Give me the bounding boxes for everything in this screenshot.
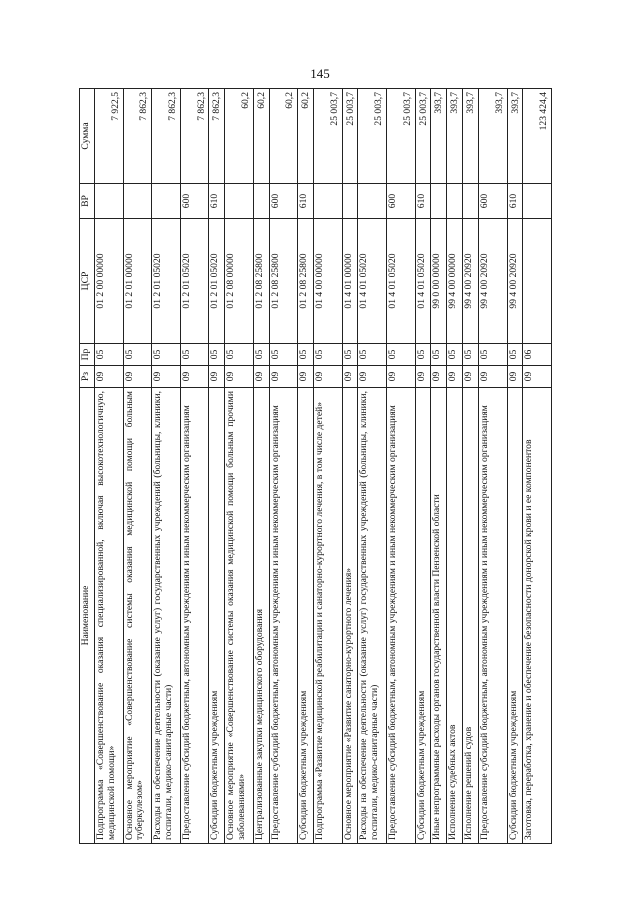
table-row	[269, 89, 298, 844]
cell-csr: 01 4 01 05020	[358, 219, 387, 344]
table-row	[209, 89, 225, 844]
cell-vr	[447, 184, 463, 219]
cell-vr	[523, 184, 552, 219]
cell-vr: 610	[415, 184, 431, 219]
cell-name: Субсидии бюджетным учреждениям	[298, 388, 314, 844]
header-pr: Пр	[80, 344, 95, 366]
cell-csr: 01 4 01 05020	[415, 219, 431, 344]
cell-sum: 60,2	[225, 89, 254, 184]
cell-rz: 09	[415, 366, 431, 388]
cell-rz: 09	[313, 366, 342, 388]
table-row	[447, 89, 463, 844]
cell-vr	[95, 184, 124, 219]
cell-pr: 05	[152, 344, 181, 366]
cell-pr: 05	[447, 344, 463, 366]
cell-pr: 05	[180, 344, 209, 366]
cell-sum: 7 862,3	[152, 89, 181, 184]
cell-sum: 25 003,7	[313, 89, 342, 184]
cell-name: Субсидии бюджетным учреждениям	[507, 388, 523, 844]
cell-sum: 123 424,4	[523, 89, 552, 184]
cell-rz: 09	[523, 366, 552, 388]
cell-csr: 01 2 01 00000	[123, 219, 152, 344]
cell-name: Предоставление субсидий бюджетным, автономным учреждениям и иным некоммерческим организациям	[269, 388, 298, 844]
cell-name: Предоставление субсидий бюджетным, автономным учреждениям и иным некоммерческим организациям	[386, 388, 415, 844]
cell-rz: 09	[225, 366, 254, 388]
cell-name: Централизованные закупки медицинского оборудования	[253, 388, 269, 844]
cell-sum: 393,7	[431, 89, 447, 184]
cell-pr: 05	[209, 344, 225, 366]
cell-rz: 09	[358, 366, 387, 388]
cell-rz: 09	[180, 366, 209, 388]
budget-table	[79, 88, 552, 844]
header-csr: ЦСР	[80, 219, 95, 344]
cell-sum: 7 862,3	[180, 89, 209, 184]
cell-vr: 600	[180, 184, 209, 219]
table-row	[123, 89, 152, 844]
header-vr: ВР	[80, 184, 95, 219]
cell-name: Основное мероприятие «Совершенствование системы оказания медицинской помощи больным прочими заболеваниями»	[225, 388, 254, 844]
header-sum: Сумма	[80, 89, 95, 184]
cell-pr: 05	[415, 344, 431, 366]
cell-vr	[463, 184, 479, 219]
cell-name: Субсидии бюджетным учреждениям	[209, 388, 225, 844]
cell-pr: 05	[253, 344, 269, 366]
cell-vr	[225, 184, 254, 219]
header-name: Наименование	[80, 388, 95, 844]
table-row	[313, 89, 342, 844]
cell-rz: 09	[386, 366, 415, 388]
cell-pr: 05	[478, 344, 507, 366]
cell-csr: 99 4 00 20920	[478, 219, 507, 344]
table-row	[298, 89, 314, 844]
cell-rz: 09	[507, 366, 523, 388]
cell-csr: 01 2 08 25800	[269, 219, 298, 344]
cell-name: Подпрограмма «Развитие медицинской реабилитации и санаторно-курортного лечения, в том числе детей»	[313, 388, 342, 844]
cell-sum: 60,2	[269, 89, 298, 184]
cell-sum: 25 003,7	[358, 89, 387, 184]
cell-csr: 01 2 08 25800	[253, 219, 269, 344]
cell-sum: 7 922,5	[95, 89, 124, 184]
table-row	[431, 89, 447, 844]
cell-sum: 60,2	[253, 89, 269, 184]
cell-vr	[358, 184, 387, 219]
cell-name: Предоставление субсидий бюджетным, автономным учреждениям и иным некоммерческим организациям	[180, 388, 209, 844]
table-row	[523, 89, 552, 844]
cell-csr: 01 4 01 05020	[386, 219, 415, 344]
cell-rz: 09	[269, 366, 298, 388]
cell-sum: 393,7	[478, 89, 507, 184]
table-row	[478, 89, 507, 844]
cell-name: Заготовка, переработка, хранение и обеспечение безопасности донорской крови и ее компонентов	[523, 388, 552, 844]
cell-vr	[342, 184, 358, 219]
cell-name: Субсидии бюджетным учреждениям	[415, 388, 431, 844]
cell-csr: 01 2 01 05020	[152, 219, 181, 344]
cell-rz: 09	[298, 366, 314, 388]
table-row	[507, 89, 523, 844]
cell-sum: 7 862,3	[209, 89, 225, 184]
cell-pr: 05	[431, 344, 447, 366]
cell-sum: 25 003,7	[386, 89, 415, 184]
cell-pr: 05	[313, 344, 342, 366]
cell-csr: 99 4 00 20920	[507, 219, 523, 344]
cell-vr	[123, 184, 152, 219]
cell-sum: 25 003,7	[415, 89, 431, 184]
table-row	[415, 89, 431, 844]
table-row	[342, 89, 358, 844]
cell-rz: 09	[447, 366, 463, 388]
rotated-table-container	[79, 89, 552, 844]
cell-vr	[313, 184, 342, 219]
cell-rz: 09	[209, 366, 225, 388]
cell-rz: 09	[431, 366, 447, 388]
cell-pr: 05	[225, 344, 254, 366]
cell-vr	[253, 184, 269, 219]
cell-sum: 7 862,3	[123, 89, 152, 184]
cell-csr: 99 4 00 00000	[447, 219, 463, 344]
cell-pr: 05	[123, 344, 152, 366]
cell-sum: 25 003,7	[342, 89, 358, 184]
cell-csr: 99 4 00 20920	[463, 219, 479, 344]
cell-csr: 01 2 01 05020	[209, 219, 225, 344]
table-row	[253, 89, 269, 844]
cell-pr: 05	[269, 344, 298, 366]
cell-name: Основное мероприятие «Совершенствование системы оказания медицинской помощи больным туберкулезом»	[123, 388, 152, 844]
table-row	[95, 89, 124, 844]
cell-pr: 05	[386, 344, 415, 366]
cell-pr: 05	[463, 344, 479, 366]
cell-name: Иные непрограммные расходы органов государственной власти Пензенской области	[431, 388, 447, 844]
cell-pr: 05	[298, 344, 314, 366]
cell-vr: 600	[386, 184, 415, 219]
cell-vr	[431, 184, 447, 219]
cell-pr: 05	[342, 344, 358, 366]
cell-csr: 01 2 08 00000	[225, 219, 254, 344]
cell-rz: 09	[123, 366, 152, 388]
cell-vr: 600	[478, 184, 507, 219]
table-row	[225, 89, 254, 844]
cell-csr: 01 4 00 00000	[313, 219, 342, 344]
cell-sum: 393,7	[463, 89, 479, 184]
cell-vr: 610	[209, 184, 225, 219]
table-row	[180, 89, 209, 844]
page-number: 145	[310, 66, 330, 81]
cell-pr: 05	[358, 344, 387, 366]
cell-pr: 05	[95, 344, 124, 366]
cell-name: Подпрограмма «Совершенствование оказания специализированной, включая высокотехнологичную, медицинской помощи»	[95, 388, 124, 844]
cell-csr: 01 2 01 05020	[180, 219, 209, 344]
cell-sum: 393,7	[507, 89, 523, 184]
cell-rz: 09	[253, 366, 269, 388]
cell-csr	[523, 219, 552, 344]
cell-sum: 60,2	[298, 89, 314, 184]
cell-name: Исполнение судебных актов	[447, 388, 463, 844]
cell-name: Исполнение решений судов	[463, 388, 479, 844]
cell-name: Предоставление субсидий бюджетным, автономным учреждениям и иным некоммерческим организациям	[478, 388, 507, 844]
cell-rz: 09	[152, 366, 181, 388]
cell-csr: 01 4 01 00000	[342, 219, 358, 344]
table-header-row	[80, 89, 95, 844]
cell-csr: 01 2 08 25800	[298, 219, 314, 344]
table-row	[358, 89, 387, 844]
cell-rz: 09	[478, 366, 507, 388]
cell-pr: 06	[523, 344, 552, 366]
cell-vr: 610	[298, 184, 314, 219]
table-row	[463, 89, 479, 844]
table-row	[152, 89, 181, 844]
header-rz: Рз	[80, 366, 95, 388]
table-row	[386, 89, 415, 844]
cell-pr: 05	[507, 344, 523, 366]
cell-rz: 09	[342, 366, 358, 388]
cell-rz: 09	[95, 366, 124, 388]
cell-rz: 09	[463, 366, 479, 388]
cell-vr	[152, 184, 181, 219]
cell-name: Расходы на обеспечение деятельности (оказание услуг) государственных учреждений (больницы, клиники, госпитали, медико-санитарные части)	[152, 388, 181, 844]
cell-csr: 01 2 00 00000	[95, 219, 124, 344]
cell-name: Основное мероприятие «Развитие санаторно-курортного лечения»	[342, 388, 358, 844]
cell-sum: 393,7	[447, 89, 463, 184]
cell-vr: 610	[507, 184, 523, 219]
cell-name: Расходы на обеспечение деятельности (оказание услуг) государственных учреждений (больницы, клиники, госпитали, медико-санитарные части)	[358, 388, 387, 844]
cell-vr: 600	[269, 184, 298, 219]
cell-csr: 99 0 00 00000	[431, 219, 447, 344]
